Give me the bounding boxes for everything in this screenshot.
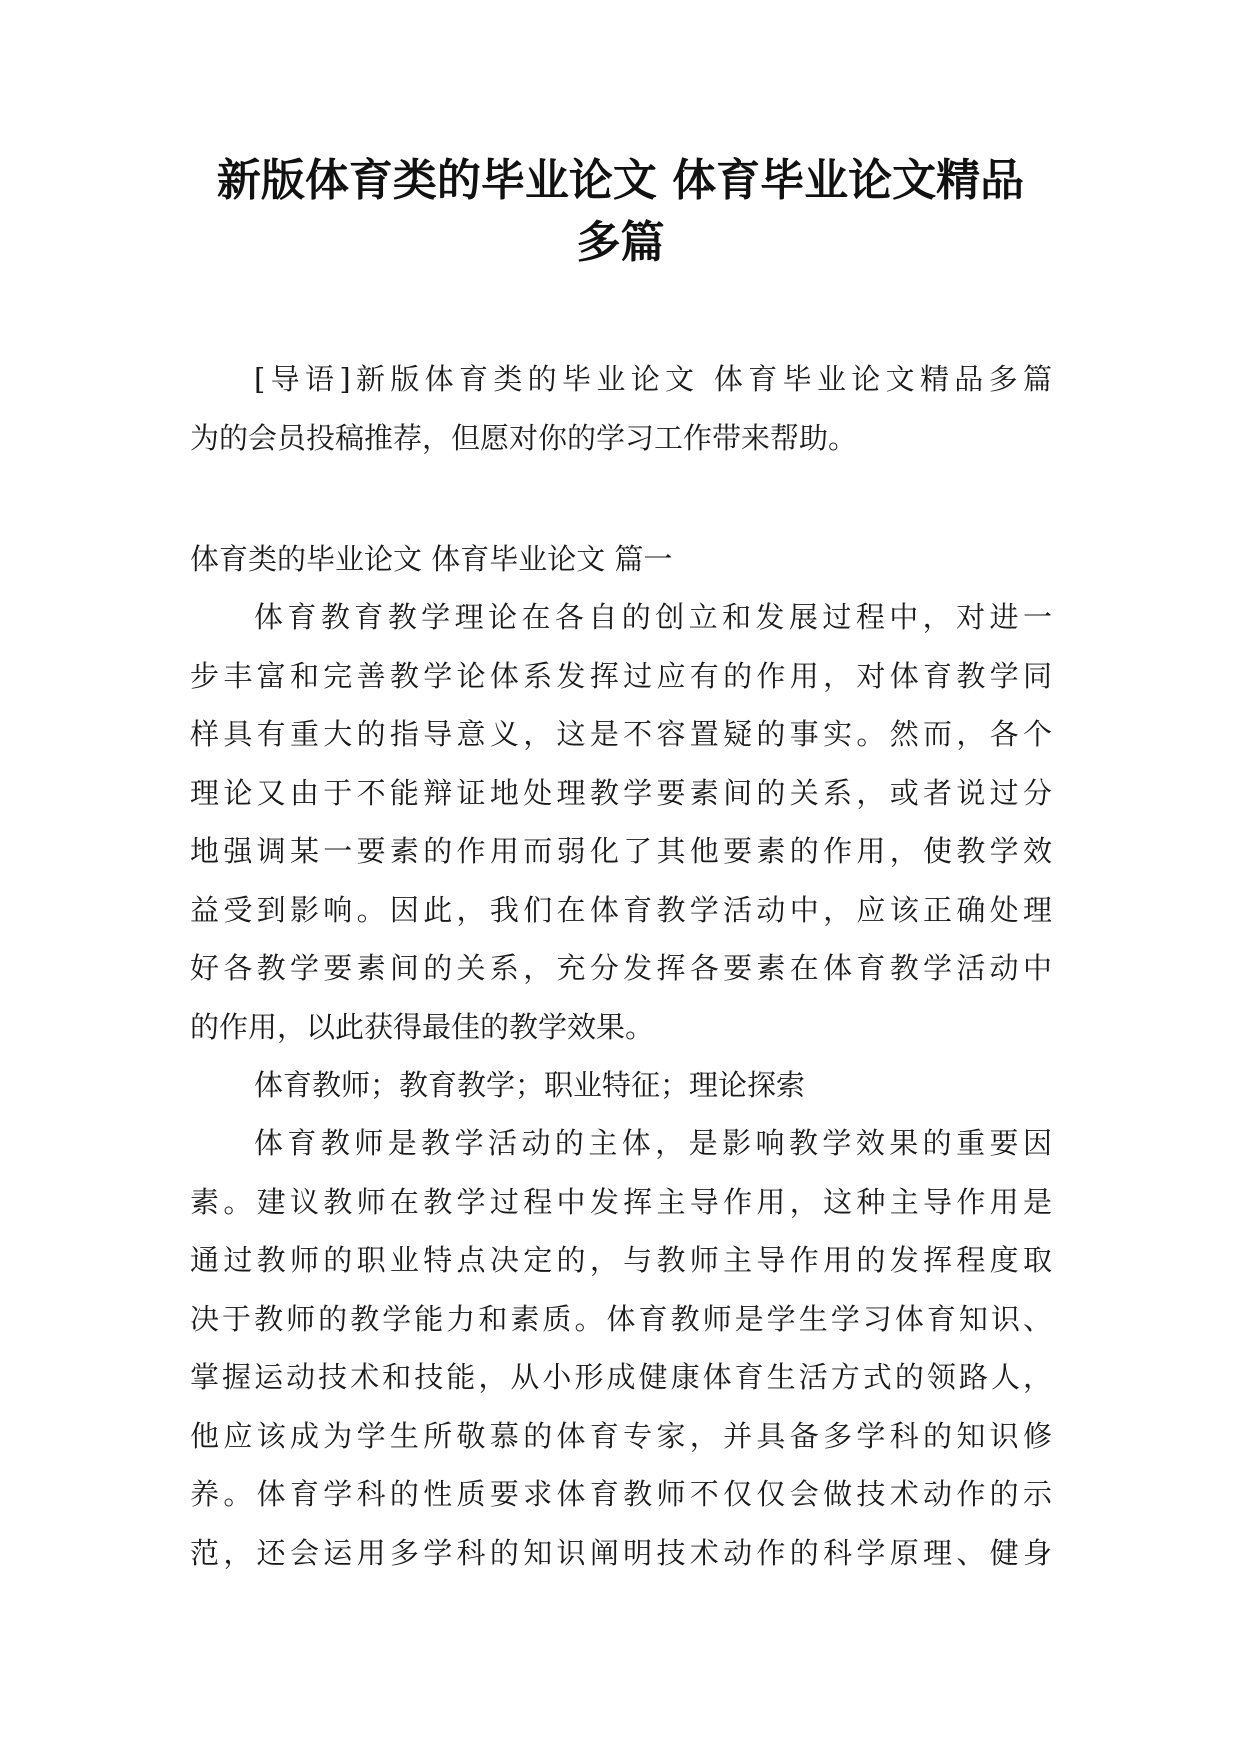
paragraph-line: 养。体育学科的性质要求体育教师不仅仅会做技术动作的示 <box>190 1477 1052 1511</box>
paragraph-line: 益受到影响。因此，我们在体育教学活动中，应该正确处理 <box>190 892 1052 927</box>
paragraph-line: 通过教师的职业特点决定的，与教师主导作用的发挥程度取 <box>190 1243 1052 1277</box>
paragraph-line: 范，还会运用多学科的知识阐明技术动作的科学原理、健身 <box>190 1535 1052 1570</box>
paragraph-line: 好各教学要素间的关系，充分发挥各要素在体育教学活动中 <box>190 951 1052 985</box>
paragraph-line: 他应该成为学生所敬慕的体育专家，并具备多学科的知识修 <box>190 1418 1052 1453</box>
paragraph-line: 决于教师的教学能力和素质。体育教师是学生学习体育知识、 <box>190 1301 1052 1336</box>
keywords-line <box>190 1056 1052 1115</box>
paragraph-line: 理论又由于不能辩证地处理教学要素间的关系，或者说过分 <box>190 775 1052 810</box>
body-paragraph-2 <box>190 1114 1052 1582</box>
body-paragraph-1 <box>190 588 1052 1056</box>
title-line: 多篇 <box>576 217 665 268</box>
paragraph-line: 地强调某一要素的作用而弱化了其他要素的作用，使教学效 <box>190 834 1052 868</box>
intro-line: [导语]新版体育类的毕业论文 体育毕业论文精品多篇 <box>254 362 1052 396</box>
paragraph-line: 体育教师是教学活动的主体，是影响教学效果的重要因 <box>254 1126 1052 1160</box>
section-heading: 体育类的毕业论文 体育毕业论文 篇一 <box>190 542 673 576</box>
title-line: 新版体育类的毕业论文 体育毕业论文精品 <box>216 155 1025 206</box>
paragraph-line: 素。建议教师在教学过程中发挥主导作用，这种主导作用是 <box>190 1184 1052 1219</box>
intro-paragraph <box>190 350 1052 467</box>
paragraph-line: 体育教育教学理论在各自的创立和发展过程中，对进一 <box>254 600 1052 634</box>
keywords-text: 体育教师；教育教学；职业特征；理论探索 <box>254 1068 806 1102</box>
intro-line: 为的会员投稿推荐，但愿对你的学习工作带来帮助。 <box>190 420 858 455</box>
paragraph-line: 样具有重大的指导意义，这是不容置疑的事实。然而，各个 <box>190 717 1052 751</box>
document-title <box>180 150 1061 274</box>
paragraph-line: 掌握运动技术和技能，从小形成健康体育生活方式的领路人， <box>190 1360 1052 1394</box>
paragraph-line: 步丰富和完善教学论体系发挥过应有的作用，对体育教学同 <box>190 658 1052 693</box>
paragraph-line: 的作用，以此获得最佳的教学效果。 <box>190 1009 655 1044</box>
